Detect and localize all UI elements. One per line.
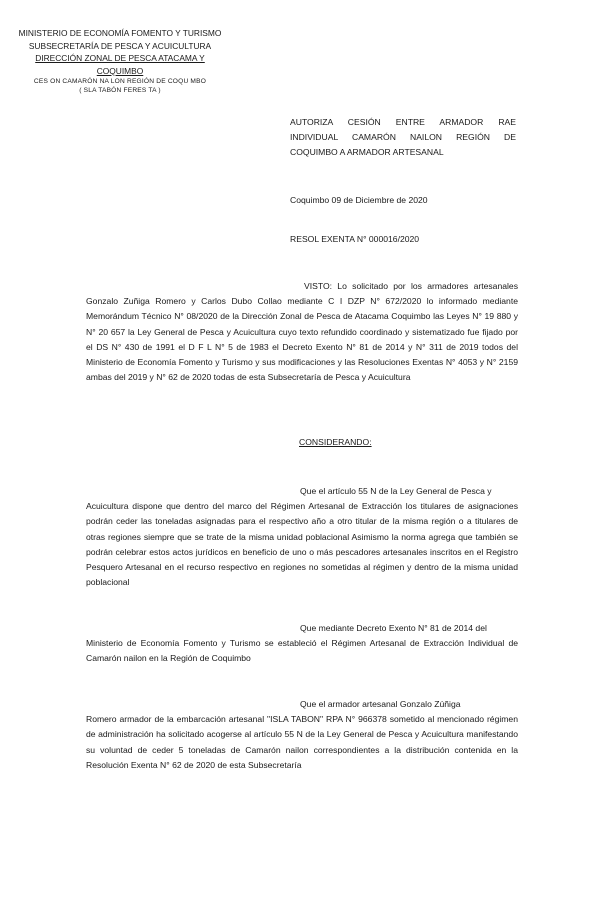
considerando-3-body: Romero armador de la embarcación artesanal "ISLA TABON" RPA N° 966378 sometido al mencionado régimen de administración ha solicitado acogerse al artículo 55 N de la Ley General de Pesca y Acuicultura manifestando su voluntad de ceder 5 toneladas de Camarón nailon correspondientes a la distribución contenida en la Resolución Exenta N° 62 de 2020 de esta Subsecretaría: [86, 714, 518, 770]
considerando-paragraph-3: [86, 697, 518, 773]
resolution-title: AUTORIZA CESIÓN ENTRE ARMADOR RAE INDIVIDUAL CAMARÓN NAILON REGIÓN DE COQUIMBO A ARMADOR ARTESANAL: [290, 117, 516, 158]
subsecretariat-name: SUBSECRETARÍA DE PESCA Y ACUICULTURA: [28, 40, 212, 51]
considerando-1-lead: Que el artículo 55 N de la Ley General de Pesca y: [300, 486, 492, 496]
resolution-number: RESOL EXENTA N° 000016/2020: [290, 234, 420, 244]
considerando-2-body: Ministerio de Economía Fomento y Turismo se estableció el Régimen Artesanal de Extracción Individual de Camarón nailon en la Región de Coquimbo: [86, 638, 518, 664]
zonal-direction-name: DIRECCIÓN ZONAL DE PESCA ATACAMA Y: [35, 53, 205, 63]
zonal-direction-region: COQUIMBO: [96, 65, 144, 76]
considerando-3-lead: Que el armador artesanal Gonzalo Zúñiga: [300, 699, 461, 709]
considerando-heading: CONSIDERANDO:: [299, 437, 372, 447]
considerando-1-body: Acuicultura dispone que dentro del marco del Régimen Artesanal de Extracción los titulares de asignaciones podrán ceder las toneladas asignadas para el respectivo año a otro titular de la misma región o a titulares de otras regiones siempre que se trate de la misma unidad poblacional Asimismo la norma agrega que también se podrán celebrar estos actos jurídicos en beneficio de uno o más pescadores artesanales inscritos en el Registro Pesquero Artesanal en el recurso respectivo en regiones no sometidas al régimen y dentro de la misma unidad poblacional: [86, 501, 518, 588]
considerando-2-lead: Que mediante Decreto Exento N° 81 de 2014 del: [300, 623, 487, 633]
vessel-reference: ( SLA TABÓN FERES TA ): [79, 87, 161, 94]
visto-body: Lo solicitado por los armadores artesanales Gonzalo Zuñiga Romero y Carlos Dubo Collao mediante C I DZP N° 672/2020 lo informado mediante Memorándum Técnico N° 08/2020 de la Dirección Zonal de Pesca de Atacama Coquimbo las Leyes N° 19 880 y N° 20 657 la Ley General de Pesca y Acuicultura cuyo texto refundido coordinado y sistematizado fue fijado por el DS N° 430 de 1991 el D F L N° 5 de 1983 el Decreto Exento N° 81 de 2014 y N° 311 de 2019 todos del Ministerio de Economía Fomento y Turismo y sus modificaciones y las Resoluciones Exentas N° 4053 y N° 2159 ambas del 2019 y N° 62 de 2020 todas de esta Subsecretaría de Pesca y Acuicultura: [86, 281, 518, 383]
resolution-date: Coquimbo 09 de Diciembre de 2020: [290, 195, 428, 205]
considerando-paragraph-2: [86, 621, 518, 667]
visto-label: VISTO:: [304, 281, 333, 291]
institution-header: [14, 27, 226, 95]
file-reference: CES ON CAMARÓN NA LON REGIÓN DE COQU MBO: [33, 78, 207, 85]
ministry-name: MINISTERIO DE ECONOMÍA FOMENTO Y TURISMO: [18, 28, 222, 38]
considerando-paragraph-1: [86, 484, 518, 590]
visto-paragraph: [86, 279, 518, 385]
